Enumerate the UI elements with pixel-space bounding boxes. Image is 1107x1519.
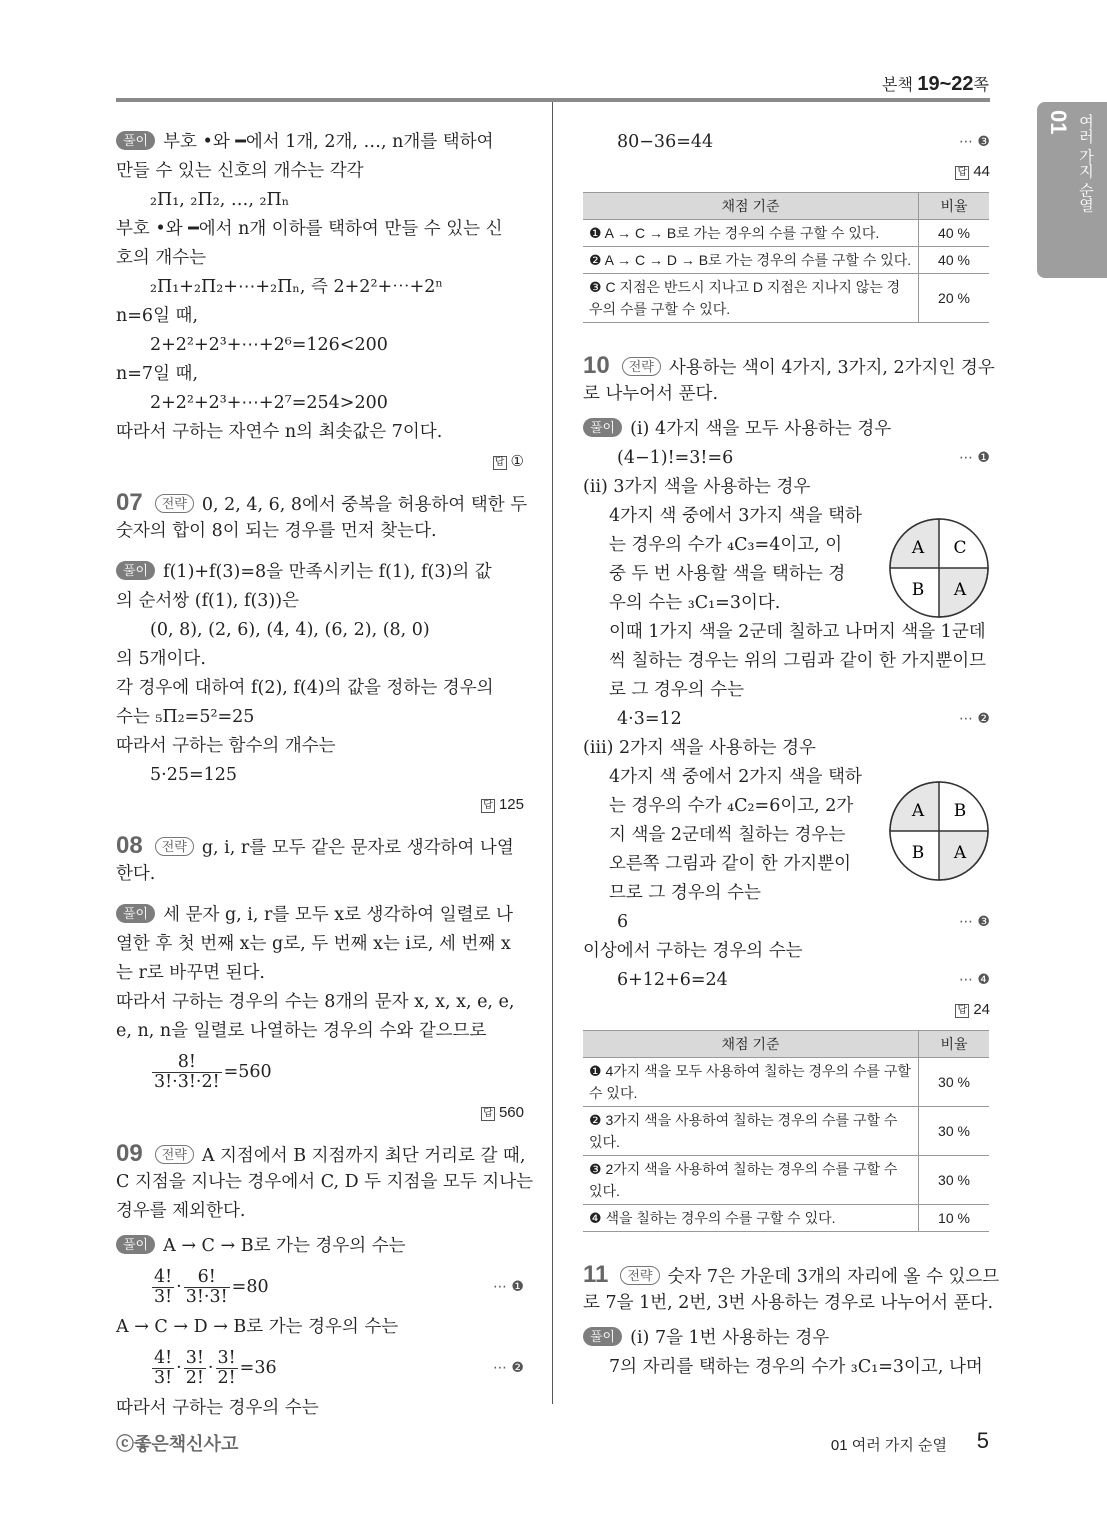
scoring-table-10: 채점 기준 비율 ❶ 4가지 색을 모두 사용하여 칠하는 경우의 수를 구할 수 있다. 30 % ❷ 3가지 색을 사용하여 칠하는 경우의 수를 구할 수 있다. 30 % ❸ 2가지 색을 사용하여 칠하는 경우의 수를 구할 수 있다. 30 % ❹ 색을 칠하는 경우의 수를 구할 수 있다. 10 % xyxy=(583,1030,989,1232)
answer-07: 답 125 xyxy=(116,790,524,819)
sector-label: A xyxy=(911,538,925,558)
strategy-badge: 전략 xyxy=(155,837,194,856)
question-10-strategy: 10 전략 사용하는 색이 4가지, 3가지, 2가지인 경우 xyxy=(583,352,995,379)
answer-08: 답 560 xyxy=(116,1098,524,1127)
question-11-strategy: 11 전략 숫자 7은 가운데 3개의 자리에 올 수 있으므 xyxy=(583,1261,1000,1288)
answer-icon: 답 xyxy=(955,166,969,180)
four-color-circle-3 xyxy=(888,517,990,619)
solution-badge: 풀이 xyxy=(116,1235,155,1254)
four-color-circle-2 xyxy=(888,780,990,882)
answer-icon: 답 xyxy=(481,799,495,813)
sector-label: B xyxy=(911,843,925,863)
question-07-strategy: 07 전략 0, 2, 4, 6, 8에서 중복을 허용하여 택한 두 xyxy=(116,489,528,516)
fraction-expression: $\frac{4!}{3!}$ · $\frac{6!}{3!\cdot 3!}$ =80 ⋯ ❶ xyxy=(154,1267,524,1307)
chapter-tab[interactable] xyxy=(1037,102,1107,278)
header-rule xyxy=(116,98,990,102)
strategy-badge: 전략 xyxy=(620,1266,659,1285)
publisher-brand: ⓒ좋은책신사고 xyxy=(116,1434,239,1454)
strategy-badge: 전략 xyxy=(155,494,194,513)
answer-06: 답 ① xyxy=(116,447,524,476)
sector-label: B xyxy=(953,801,967,821)
answer-icon: 답 xyxy=(955,1004,969,1018)
strategy-badge: 전략 xyxy=(155,1145,194,1164)
chapter-number: 01 xyxy=(1046,110,1071,135)
sector-label: C xyxy=(953,538,967,558)
sector-label: B xyxy=(911,580,925,600)
sector-label: A xyxy=(911,801,925,821)
scoring-table-09: 채점 기준 비율 ❶ A → C → B로 가는 경우의 수를 구할 수 있다. 40 % ❷ A → C → D → B로 가는 경우의 수를 구할 수 있다. 40 % ❸ C 지점은 반드시 지나고 D 지점은 지나지 않는 경우의 수를 구할 수 있다. 20 % xyxy=(583,192,989,323)
page-reference: 본책 19~22쪽 xyxy=(882,73,989,95)
answer-09: 답 44 xyxy=(583,157,990,186)
sector-label: A xyxy=(953,580,967,600)
footer-chapter: 01 여러 가지 순열 xyxy=(830,1437,947,1454)
question-08-strategy: 08 전략 g, i, r를 모두 같은 문자로 생각하여 나열 xyxy=(116,832,514,859)
solution-badge: 풀이 xyxy=(116,131,155,150)
solution-badge: 풀이 xyxy=(583,1327,622,1346)
sector-label: A xyxy=(953,843,967,863)
answer-10: 답 24 xyxy=(583,995,990,1024)
solution-badge: 풀이 xyxy=(116,904,155,923)
fraction-expression: $\frac{4!}{3!}$ · $\frac{3!}{2!}$ · $\frac{3!}{2!}$ =36 ⋯ ❷ xyxy=(154,1348,524,1388)
solution-badge: 풀이 xyxy=(583,418,622,437)
answer-icon: 답 xyxy=(493,456,507,470)
page-number: 5 xyxy=(976,1428,989,1453)
strategy-badge: 전략 xyxy=(622,357,661,376)
question-09-strategy: 09 전략 A 지점에서 B 지점까지 최단 거리로 갈 때, xyxy=(116,1140,526,1167)
answer-icon: 답 xyxy=(481,1107,495,1121)
solution-badge: 풀이 xyxy=(116,561,155,580)
column-divider xyxy=(552,102,553,1404)
chapter-label: 여러 가지 순열 xyxy=(1077,114,1094,213)
fraction-expression: $\frac{8!}{3!\cdot 3!\cdot 2!}$ =560 xyxy=(154,1052,272,1092)
left-column: 풀이 부호 •와 ━에서 1개, 2개, …, n개를 택하여 만들 수 있는 신호의 개수는 각각 ₂Π₁, ₂Π₂, …, ₂Πₙ 부호 •와 ━에서 n개 이하를 택하여 만들 수 있는 신 호의 개수는 ₂Π₁+₂Π₂+⋯+₂Πₙ, 즉 2+2²+⋯+2ⁿ n=6일 때, 2+2²+2³+⋯+2⁶=126<200 n=7일 때, 2+2²+2³+⋯+2⁷=254>200 따라서 구하는 자연수 n의 최솟값은 7이다. 답 ① 07 전략 0, 2, 4, 6, 8에서 중복을 허용하여 택한 두 숫자의 합이 8이 되는 경우를 먼저 찾는다. 풀이 f(1)+f(3)=8을 만족시키는 f(1), f(3)의 값 의 순서쌍 (f(1), f(3))은 (0, 8), (2, 6), (4, 4), (6, 2), (8, 0) 의 5개이다. 각 경우에 대하여 f(2), f(4)의 값을 정하는 경우의 수는 ₅Π₂=5²=25 따라서 구하는 함수의 개수는 5·25=125 답 125 08 전략 g, i, r를 모두 같은 문자로 생각하여 나열 한다. 풀이 세 문자 g, i, r를 모두 x로 생각하여 일렬로 나 열한 후 첫 번째 x는 g로, 두 번째 x는 i로, 세 번째 x 는 r로 바꾸면 된다. 따라서 구하는 경우의 수는 8개의 문자 x, x, x, e, e, e, n, n을 일렬로 나열하는 경우의 수와 같으므로 $\frac{8!}{3!\cdot 3!\cdot 2!}$ =560 답 560 09 전략 A 지점에서 B 지점까지 최단 거리로 갈 때, C 지점을 지나는 경우에서 C, D 두 지점을 모두 지나는 경우를 제외한다. 풀이 A → C → B로 가는 경우의 수는 $\frac{4!}{3!}$ · $\frac{6!}{3!\cdot 3!}$ =80 ⋯ ❶ A → C → D → B로 가는 경우의 수는 $\frac{4!}{3!}$ · $\frac{3!}{2!}$ · $\frac{3!}{2!}$ =36 ⋯ ❷ 따라서 구하는 경우의 수는 xyxy=(116,132,534,1418)
right-column: 80−36=44 ⋯ ❸ 답 44 채점 기준 비율 ❶ A → C → B로 가는 경우의 수를 구할 수 있다. 40 % ❷ A → C → D → B로 가는 경우의 수를 구할 수 있다. 40 % ❸ C 지점은 반드시 지나고 D 지점은 지나지 않는 경우의 수를 구할 수 있다. 20 % 10 전략 사용하는 색이 4가지, 3가지, 2가지인 경우 로 나누어서 푼다. 풀이 (ⅰ) 4가지 색을 모두 사용하는 경우 (4−1)!=3!=6 ⋯ ❶ (ⅱ) 3가지 색을 사용하는 경우 4가지 색 중에서 3가지 색을 택하 는 경우의 수가 ₄C₃=4이고, 이 중 두 번 사용할 색을 택하는 경 우의 수는 ₃C₁=3이다. 이때 1가지 색을 2군데 칠하고 나머지 색을 1군데 씩 칠하는 경우는 위의 그림과 같이 한 가지뿐이므 로 그 경우의 수는 4·3=12 ⋯ ❷ (ⅲ) 2가지 색을 사용하는 경우 4가지 색 중에서 2가지 색을 택하 는 경우의 수가 ₄C₂=6이고, 2가 지 색을 2군데씩 칠하는 경우는 오른쪽 그림과 같이 한 가지뿐이 므로 그 경우의 수는 6 ⋯ ❸ 이상에서 구하는 경우의 수는 6+12+6=24 ⋯ ❹ 답 24 채점 기준 비율 ❶ 4가지 색을 모두 사용하여 칠하는 경우의 수를 구할 수 있다. 30 % ❷ 3가지 색을 사용하여 칠하는 경우의 수를 구할 수 있다. 30 % ❸ 2가지 색을 사용하여 칠하는 경우의 수를 구할 수 있다. 30 % ❹ 색을 칠하는 경우의 수를 구할 수 있다. 10 % 11 전략 숫자 7은 가운데 3개의 자리에 올 수 있으므 로 7을 1번, 2번, 3번 사용하는 경우로 나누어서 푼다. 풀이 (ⅰ) 7을 1번 사용하는 경우 7의 자리를 택하는 경우의 수가 ₃C₁=3이고, 나머 xyxy=(583,132,1000,1377)
